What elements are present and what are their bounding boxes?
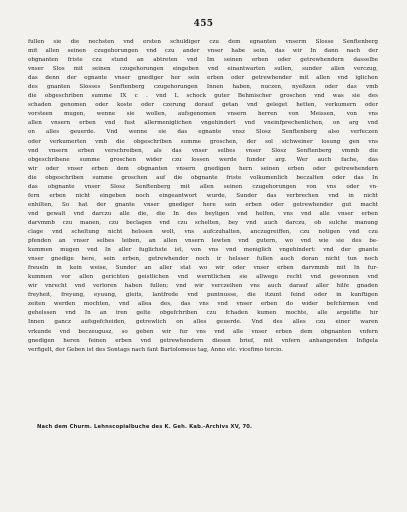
text-line: das denn der egnante vnser gnediger her sein erben oder getrewhender mit allen vnd iglichen — [28, 75, 378, 82]
body-text — [28, 38, 378, 355]
source-footnote: Nach dem Churm. Lehnscopialbuche des K. Geh. Kab.-Archivs XV, 70. — [37, 424, 253, 430]
text-line: vnd vnsern erben verschreiben, als das vnser selbes vnser Slosz Senftenberg vmmb die — [28, 147, 378, 154]
text-line: obgeschribene summe groschen wider czu lossen werde funder arg. Wer auch fache, das — [28, 156, 378, 163]
text-line: wir oder vnser erben dem obgnanten vnsern gnedigen hern seinen erben oder getrewhendern — [28, 165, 378, 172]
text-line: vnser Slos mit seinen czugehorungen eingeben vnd einantwarten sullen, sunder allen verczug, — [28, 66, 378, 73]
text-line: obgnanten friste czu stund an abtreten vnd Im seinen erben oder getrewhendern dasselbe — [28, 57, 378, 64]
text-line: das obgnante vnser Slosz Senftenberg mit allen seinen czugehorungen von vns oder vn- — [28, 183, 378, 190]
text-line: gehelssen vnd In an iren gelte obgefchriben czu fchaden kumen mochte, alle argelifte hir — [28, 310, 378, 317]
text-line: wir vnrecht vnd verloren haben fullen; vnd wir verczeihen vns auch darauf aller hilfe gnaden — [28, 283, 378, 290]
text-line: pfenden an vnser selbes leiben, an allen vnsern lewten vnd gutern, wo vnd wie sie des be- — [28, 238, 378, 245]
text-line: schaden genomen oder koste oder czerung dorauf getan vnd geleget hetten, verkumern oder — [28, 102, 378, 109]
text-line: fern erben nicht eingeben noch eingeantwort wurde, Sunder das verbrechen vnd in nicht — [28, 192, 378, 199]
text-line: oder verkumerten vmb die obgeschriben summe groschen, der sol sichweiner losung gen vns — [28, 138, 378, 145]
text-line: on alles geuerde. Vnd wenne sie das egnante vnsz Slosz Senftenberg also verfeczen — [28, 129, 378, 136]
text-line: enhilten, So hat der gnante vnser gnediger here sein erben oder getrewhender gut macht — [28, 201, 378, 208]
text-line: mit allen seinen czugehorungen vnd czu ander vnser habe sein, das wir In dann nach der — [28, 48, 378, 55]
text-line: des gnanten Slosses Senftenberg czugehorungen Innen haben, nuczen, nyeßzen oder das vmb — [28, 84, 378, 91]
text-line: vnd gewalt vnd darczu alle die, die In des beyligen vnd helfen, vns vnd alle vnser erben — [28, 210, 378, 217]
text-line: darvmmb czu manen, czu beclagen vnd czu schelten, bey vnd auch darczu, ob sulche manung — [28, 219, 378, 226]
text-line: allen vnsern erben vnd fust allermeniglichen vngehindert vnd vneinfprechenlichen, on arg vnd — [28, 120, 378, 127]
text-line: fullen sie die nechsten vnd ersten schuldiger czu dem egnanten vnserm Slosse Senftenberg — [28, 39, 378, 45]
text-line: freueln in kein weise, Sunder an aller stat wo wir oder vnser erben darvmmb mit In fur- — [28, 265, 378, 272]
text-line: vorsteen mugen, wenne sie wollen, aufsgenomen vnsern herren von Meissen, von vns — [28, 111, 378, 118]
text-line: Innen gancz aufsgefcheiden, getrewlich on alles geuerde. Vnd des alles czu einer waren — [28, 319, 378, 326]
text-line: verfigelt, der Geben ist des Sontags nach fant Bartolomeus tag, Anno etc. vicefimo tercio. — [28, 346, 283, 353]
text-line: zeiten werden mochten, vnd allea des, das vns vnd vnser erben do wider befchirmen vnd — [28, 301, 378, 308]
text-line: gnedigen heren feinen erben vnd getrewhendern diesen brief, mit vnfern anhangenden Infigela — [28, 337, 378, 344]
text-line: freyheit, freyung, eyuung, gleits, lantfrede vnd puntnusse, die itzunt feind oder in kunftigen — [28, 292, 378, 299]
text-line: vrkunde vnd beczeugusz, so geben wir fur vns vnd alle vnser erben dem obgnanten vnfern — [28, 328, 378, 335]
text-line: kummen mugen vnd In aller fuglichste ist, von vns vnd meniglich vngehindert: vnd der gnante — [28, 247, 378, 254]
text-line: clage vnd scheltung nicht helssen wolt, vns aufczuhalten, anczugreiffen, czu notigen vnd czu — [28, 228, 378, 235]
text-line: die obgeschriben summe IX c . vnd L schock guter Behmischer groschen vnd was sie des — [28, 93, 378, 100]
page-number: 455 — [193, 19, 214, 29]
text-line: kummen vor allen gerichten geistlichen vnd werntlichen sie allwege recht vnd gewonnen vnd — [28, 274, 378, 281]
text-line: vnser gnedige here, sein erben, getrewhender noch ir helsser fullen auch doran nicht tun noch — [28, 256, 378, 263]
text-line: die obgeschriben summe groschen auf die obgnante friste volkumenlich beczalten oder das In — [28, 174, 378, 181]
